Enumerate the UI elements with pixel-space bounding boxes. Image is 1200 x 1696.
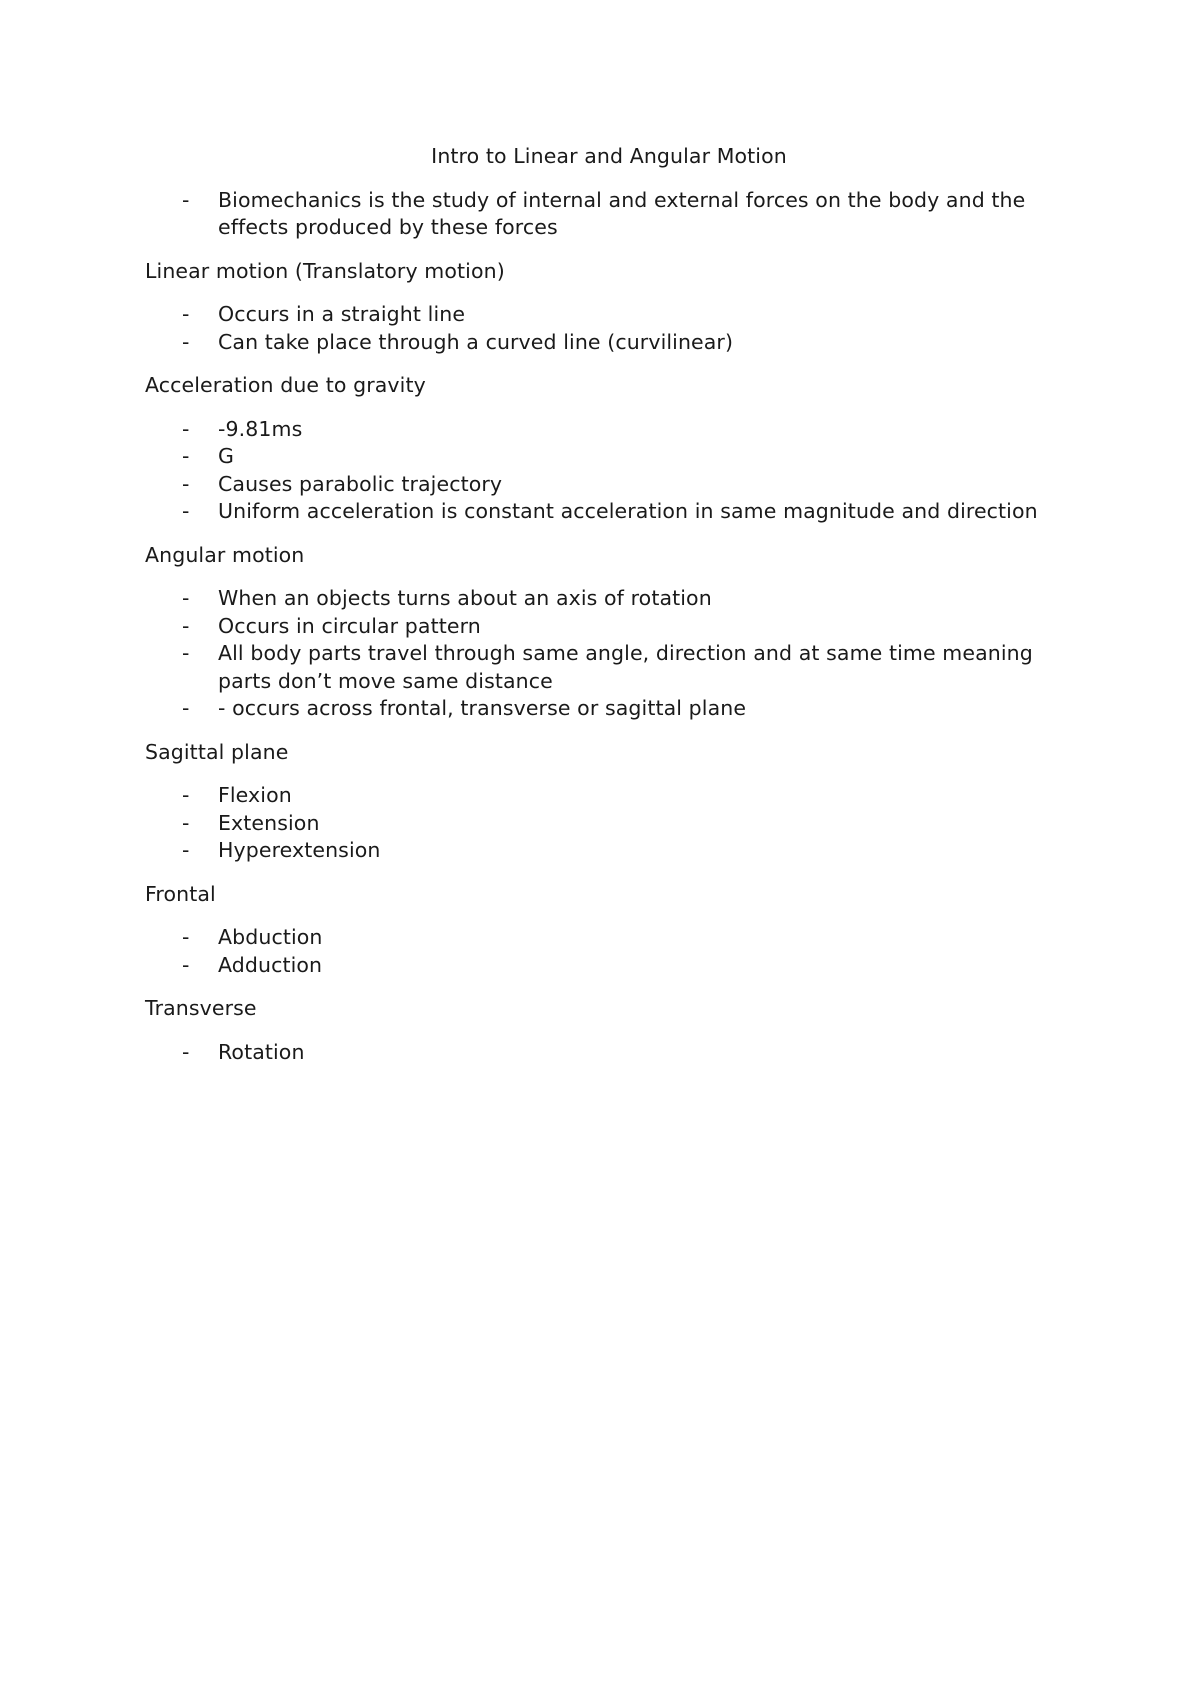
list-item [145, 187, 1055, 242]
section-heading-linear-motion: Linear motion (Translatory motion) [145, 258, 505, 283]
list-item [145, 924, 1055, 952]
section-list-sagittal-plane [145, 782, 1055, 865]
dash-marker: - [182, 471, 190, 496]
list-item-text: -9.81ms [218, 416, 303, 441]
list-item [145, 301, 1055, 329]
list-item-text: All body parts travel through same angle, direction and at same time meaning parts don’t move same distance [218, 641, 1033, 693]
section-heading-angular-motion: Angular motion [145, 542, 305, 567]
list-item-text: Abduction [218, 925, 323, 949]
section-heading-frontal: Frontal [145, 881, 216, 906]
section-heading-transverse: Transverse [145, 996, 257, 1020]
list-item [145, 329, 1055, 357]
list-item-text: - occurs across frontal, transverse or sagittal plane [218, 696, 747, 720]
list-item-text: Occurs in a straight line [218, 302, 466, 326]
list-item [145, 498, 1055, 526]
list-item-text: Rotation [218, 1039, 305, 1064]
dash-marker: - [182, 613, 190, 638]
dash-marker: - [182, 783, 190, 807]
section-list-angular-motion [145, 585, 1055, 723]
section-list-linear-motion [145, 301, 1055, 356]
list-item [145, 1039, 1055, 1067]
section-heading-sagittal-plane: Sagittal plane [145, 739, 289, 764]
list-item-text: Hyperextension [218, 838, 381, 862]
list-item [145, 613, 1055, 641]
dash-marker: - [182, 696, 190, 720]
dash-marker: - [182, 416, 190, 441]
list-item [145, 695, 1055, 723]
dash-marker: - [182, 444, 190, 468]
section-list-transverse [145, 1039, 1055, 1067]
dash-marker: - [182, 499, 190, 523]
list-item [145, 810, 1055, 838]
list-item-text: Biomechanics is the study of internal and external forces on the body and the effects produced by these forces [218, 187, 1026, 239]
list-item [145, 782, 1055, 810]
dash-marker: - [182, 810, 190, 835]
list-item-text: Causes parabolic trajectory [218, 471, 503, 496]
list-item-text: Occurs in circular pattern [218, 613, 481, 638]
list-item [145, 640, 1055, 695]
dash-marker: - [182, 1039, 190, 1064]
section-heading-acceleration: Acceleration due to gravity [145, 373, 426, 397]
list-item [145, 585, 1055, 613]
list-item-text: Can take place through a curved line (curvilinear) [218, 329, 734, 354]
section-list-acceleration [145, 416, 1055, 526]
section-list-frontal [145, 924, 1055, 979]
list-item [145, 471, 1055, 499]
dash-marker: - [182, 302, 190, 326]
dash-marker: - [182, 586, 190, 610]
list-item-text: Uniform acceleration is constant acceleration in same magnitude and direction [218, 499, 1038, 523]
intro-list [145, 187, 1055, 242]
list-item-text: When an objects turns about an axis of rotation [218, 586, 712, 610]
list-item-text: Flexion [218, 783, 292, 807]
dash-marker: - [182, 329, 190, 354]
document-title: Intro to Linear and Angular Motion [431, 144, 787, 168]
dash-marker: - [182, 838, 190, 862]
list-item [145, 837, 1055, 865]
dash-marker: - [182, 952, 190, 977]
list-item-text: Extension [218, 810, 320, 835]
dash-marker: - [182, 925, 190, 949]
list-item [145, 416, 1055, 444]
list-item [145, 952, 1055, 980]
dash-marker: - [182, 641, 190, 665]
dash-marker: - [182, 187, 190, 212]
list-item-text: Adduction [218, 952, 323, 977]
list-item [145, 443, 1055, 471]
document-content [145, 143, 1055, 1082]
list-item-text: G [218, 444, 234, 468]
